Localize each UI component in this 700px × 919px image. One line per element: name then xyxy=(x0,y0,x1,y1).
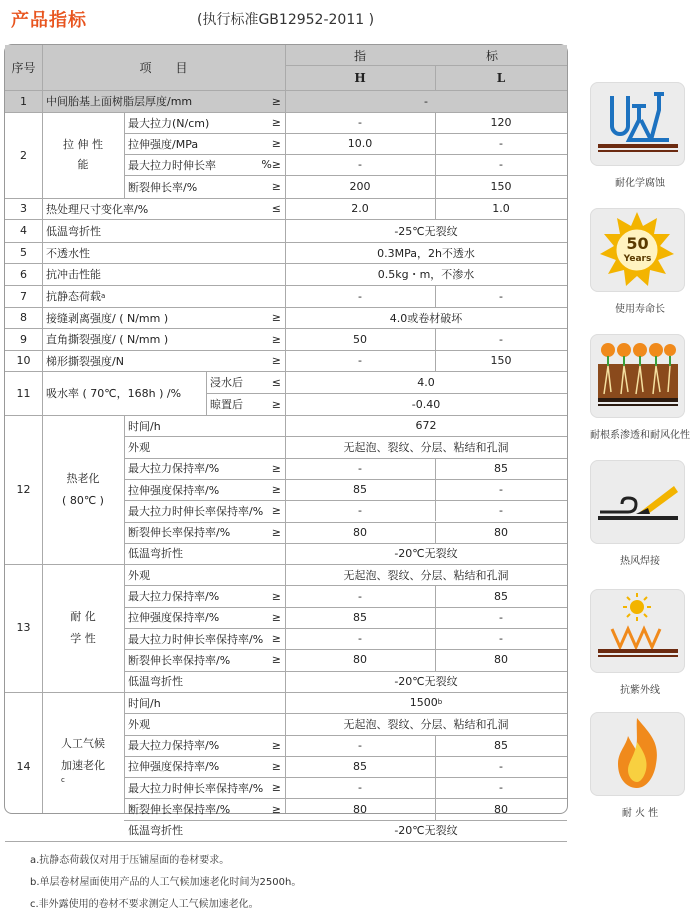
footnote-mark: a xyxy=(101,291,106,300)
row-op: ≥ xyxy=(271,180,281,193)
value-h: 85 xyxy=(353,610,367,624)
row-item: 低温弯折性 xyxy=(128,547,183,561)
value-l: 80 xyxy=(494,653,508,667)
value-l: 120 xyxy=(490,116,512,129)
row-item: 最大拉力时伸长率 xyxy=(128,158,216,172)
row-item: 最大拉力保持率/% xyxy=(128,590,220,604)
column-divider xyxy=(124,415,125,813)
row-seq: 5 xyxy=(20,246,27,259)
row-op: ≤ xyxy=(271,202,281,215)
row-group xyxy=(42,692,124,841)
row-divider xyxy=(124,175,567,176)
group-label-line2: 学 性 xyxy=(70,631,96,645)
row-divider xyxy=(124,436,567,437)
feature-lifespan xyxy=(590,208,690,315)
feature-welding xyxy=(590,460,690,567)
row-divider xyxy=(5,350,567,351)
row-item: 接缝剥离强度/ ( N/mm ) xyxy=(46,311,169,325)
footnote-mark: b xyxy=(437,698,443,707)
header-seq: 序号 xyxy=(5,45,42,90)
row-item: 梯形撕裂强度/N xyxy=(46,354,124,368)
footnote-mark: c xyxy=(61,776,65,785)
row-item: 不透水性 xyxy=(46,246,90,260)
group-label-line2: 加速老化 xyxy=(61,759,105,773)
merged-value: -20℃无裂纹 xyxy=(394,824,458,838)
row-item: 吸水率 ( 70℃，168h ) /% xyxy=(46,387,182,400)
value-l: 150 xyxy=(490,180,512,193)
value-l: - xyxy=(499,781,503,795)
row-op: ≥ xyxy=(271,759,281,773)
value-h: - xyxy=(358,354,362,367)
row-divider xyxy=(124,154,567,155)
row-divider xyxy=(5,242,567,243)
row-op: ≥ xyxy=(271,354,281,367)
row-op: %≥ xyxy=(261,158,281,171)
row-item: 拉伸强度/MPa xyxy=(128,137,199,151)
flask-icon xyxy=(590,82,685,166)
row-group xyxy=(42,564,124,692)
merged-value: 无起泡、裂纹、分层、粘结和孔洞 xyxy=(343,568,509,582)
row-divider xyxy=(124,522,567,523)
column-divider xyxy=(435,777,436,798)
value-h: - xyxy=(358,632,362,646)
value-l: 85 xyxy=(494,589,508,603)
row-op: ≥ xyxy=(271,525,281,539)
row-divider xyxy=(124,692,567,693)
header-indicator: 指 标 xyxy=(285,45,567,65)
row-seq: 1 xyxy=(20,94,27,108)
value-l: 1.0 xyxy=(492,202,510,215)
merged-value: 1500 xyxy=(409,696,438,710)
row-divider xyxy=(124,820,567,821)
value-l: - xyxy=(499,137,503,150)
value-l: 80 xyxy=(494,802,508,816)
value-l: - xyxy=(499,610,503,624)
value-h: 85 xyxy=(353,759,367,773)
row-item: 低温弯折性 xyxy=(46,224,101,238)
row-divider xyxy=(5,285,567,286)
value-h: 2.0 xyxy=(351,202,369,215)
row-item: 最大拉力时伸长率保持率/% xyxy=(128,504,264,518)
row-value xyxy=(285,415,567,436)
row-seq: 7 xyxy=(20,289,27,303)
row-divider xyxy=(124,649,567,650)
value-l: 80 xyxy=(494,525,508,539)
value-h: - xyxy=(358,116,362,129)
badge-number: 50 xyxy=(626,234,649,253)
row-value xyxy=(285,671,567,692)
row-seq: 10 xyxy=(16,354,31,367)
row-item: 时间/h xyxy=(128,419,161,433)
row-divider xyxy=(5,263,567,264)
header-l: L xyxy=(435,65,567,90)
row-divider xyxy=(5,328,567,329)
row-item: 低温弯折性 xyxy=(128,824,183,838)
value-h: 85 xyxy=(353,483,367,497)
value-h: 80 xyxy=(353,802,367,816)
row-divider xyxy=(206,393,567,394)
row-item: 外观 xyxy=(128,440,150,454)
row-op: ≥ xyxy=(271,738,281,752)
row-seq: 12 xyxy=(16,483,31,497)
value-h: - xyxy=(358,289,362,303)
merged-value: 无起泡、裂纹、分层、粘结和孔洞 xyxy=(343,717,509,731)
flower-roots-icon xyxy=(590,334,685,418)
column-divider xyxy=(435,65,436,90)
column-divider xyxy=(435,479,436,500)
row-item: 外观 xyxy=(128,568,150,582)
feature-chemical xyxy=(590,82,690,189)
value-l: 85 xyxy=(494,461,508,475)
row-item: 最大拉力时伸长率保持率/% xyxy=(128,781,264,795)
column-divider xyxy=(435,798,436,819)
feature-label: 耐根系渗透和耐风化性 xyxy=(590,430,690,441)
row-item: 热处理尺寸变化率/% xyxy=(46,202,149,216)
row-value xyxy=(285,436,567,457)
row-item: 断裂伸长率保持率/% xyxy=(128,526,231,540)
value-l: 85 xyxy=(494,738,508,752)
badge-text: Years xyxy=(623,254,652,264)
footnote-b: b.单层卷材屋面使用产品的人工气候加速老化时间为2500h。 xyxy=(30,877,302,888)
row-value xyxy=(285,820,567,841)
row-value: 0.5kg・m，不渗水 xyxy=(377,268,475,281)
row-op: ≥ xyxy=(271,653,281,667)
row-seq: 2 xyxy=(20,148,27,162)
row-op: ≥ xyxy=(271,589,281,603)
feature-label: 使用寿命长 xyxy=(615,304,665,315)
row-op: ≥ xyxy=(271,94,281,108)
feature-fire xyxy=(590,712,690,819)
row-item: 断裂伸长率保持率/% xyxy=(128,803,231,817)
column-divider xyxy=(435,328,436,371)
value-h: - xyxy=(358,781,362,795)
value-l: - xyxy=(499,289,503,303)
row-item: 晾置后 xyxy=(210,398,243,411)
row-divider xyxy=(5,112,567,113)
value-h: 80 xyxy=(353,653,367,667)
row-item: 拉伸强度保持率/% xyxy=(128,611,220,625)
row-value xyxy=(285,564,567,585)
row-seq: 13 xyxy=(16,621,31,635)
row-op: ≥ xyxy=(271,504,281,518)
row-value: -25℃无裂纹 xyxy=(394,224,458,238)
column-divider xyxy=(435,500,436,521)
row-seq: 14 xyxy=(16,759,31,773)
row-seq: 3 xyxy=(20,202,27,215)
value-l: - xyxy=(499,158,503,171)
row-divider xyxy=(5,371,567,372)
group-label-wrap xyxy=(70,628,96,650)
row-op: ≤ xyxy=(271,375,281,389)
sun-uv-icon xyxy=(590,589,685,673)
feature-uv xyxy=(590,589,690,696)
row-divider xyxy=(124,543,567,544)
row-divider xyxy=(124,777,567,778)
value-l: 150 xyxy=(490,354,512,367)
column-divider xyxy=(435,198,436,219)
row-item: 外观 xyxy=(128,717,150,731)
value-h: - xyxy=(358,589,362,603)
value-h: 50 xyxy=(353,332,367,346)
row-value xyxy=(285,543,567,564)
row-divider xyxy=(5,415,567,416)
row-value: -0.40 xyxy=(411,397,441,411)
row-item: 最大拉力保持率/% xyxy=(128,462,220,476)
row-divider xyxy=(5,307,567,308)
group-label-line1: 热老化 xyxy=(66,471,100,485)
row-item: 直角撕裂强度/ ( N/mm ) xyxy=(46,333,169,346)
row-divider xyxy=(124,133,567,134)
column-divider xyxy=(435,756,436,777)
column-divider xyxy=(435,458,436,479)
row-divider xyxy=(124,607,567,608)
row-divider xyxy=(5,90,567,91)
value-h: 80 xyxy=(353,525,367,539)
row-op: ≥ xyxy=(271,461,281,475)
value-l: - xyxy=(499,504,503,518)
row-seq: 6 xyxy=(20,267,27,281)
value-h: 200 xyxy=(349,180,371,193)
row-item: 浸水后 xyxy=(210,376,243,389)
row-op: ≥ xyxy=(271,137,281,150)
footnote-a: a.抗静态荷载仅对用于压铺屋面的卷材要求。 xyxy=(30,855,230,866)
hot-air-welding-icon xyxy=(590,460,685,544)
column-divider xyxy=(124,112,125,198)
row-item: 断裂伸长率保持率/% xyxy=(128,653,231,667)
column-divider xyxy=(435,285,436,307)
row-op: ≥ xyxy=(271,802,281,816)
feature-label: 耐 火 性 xyxy=(621,808,659,819)
column-divider xyxy=(206,371,207,415)
column-divider xyxy=(435,607,436,628)
row-divider xyxy=(285,65,567,66)
merged-value: -20℃无裂纹 xyxy=(394,675,458,689)
column-divider xyxy=(435,735,436,756)
row-value: 0.3MPa，2h不透水 xyxy=(377,246,475,260)
row-item: 最大拉力(N/cm) xyxy=(128,116,210,130)
merged-value: 无起泡、裂纹、分层、粘结和孔洞 xyxy=(343,440,509,454)
feature-root xyxy=(590,334,690,441)
column-divider xyxy=(435,628,436,649)
spec-table xyxy=(4,44,568,838)
row-op: ≥ xyxy=(271,483,281,497)
group-label-line1: 人工气候 xyxy=(61,737,105,751)
group-label-line1: 耐 化 xyxy=(70,609,96,623)
value-h: - xyxy=(358,738,362,752)
row-value: 4.0 xyxy=(417,375,435,389)
row-item: 中间胎基上面树脂层厚度/mm xyxy=(46,95,193,108)
row-divider xyxy=(124,756,567,757)
row-seq: 4 xyxy=(20,224,27,237)
row-divider xyxy=(124,458,567,459)
row-op: ≥ xyxy=(271,311,281,324)
row-item: 拉伸强度保持率/% xyxy=(128,760,220,774)
row-item: 最大拉力时伸长率保持率/% xyxy=(128,632,264,646)
value-h: - xyxy=(358,504,362,518)
row-value xyxy=(285,713,567,734)
row-op: ≥ xyxy=(271,332,281,346)
header-h: H xyxy=(285,65,435,90)
row-divider xyxy=(124,735,567,736)
row-divider xyxy=(124,798,567,799)
merged-value: 672 xyxy=(415,419,437,433)
row-item: 断裂伸长率/% xyxy=(128,180,198,194)
row-seq: 9 xyxy=(20,332,27,346)
row-group xyxy=(42,415,124,564)
row-item: 拉伸强度保持率/% xyxy=(128,483,220,497)
row-divider xyxy=(124,628,567,629)
feature-label: 耐化学腐蚀 xyxy=(615,178,665,189)
feature-label: 热风焊接 xyxy=(620,556,660,567)
feature-label: 抗紫外线 xyxy=(620,685,660,696)
merged-value: -20℃无裂纹 xyxy=(394,547,458,561)
row-divider xyxy=(124,671,567,672)
group-label-line2: ( 80℃ ) xyxy=(62,493,104,507)
page-title: 产品指标 xyxy=(11,10,87,31)
row-op: ≥ xyxy=(271,610,281,624)
row-group: 拉 伸 性 能 xyxy=(63,138,103,171)
value-l: - xyxy=(499,759,503,773)
row-item: 抗静态荷载 a xyxy=(46,290,106,303)
standard-label: (执行标准GB12952-2011 ) xyxy=(197,12,375,28)
row-divider xyxy=(124,500,567,501)
row-item: 低温弯折性 xyxy=(128,675,183,689)
row-divider xyxy=(124,564,567,565)
row-value: 4.0或卷材破坏 xyxy=(389,311,463,325)
row-op: ≥ xyxy=(271,397,281,411)
column-divider xyxy=(435,649,436,670)
value-l: - xyxy=(499,632,503,646)
row-item: 时间/h xyxy=(128,696,161,710)
value-l: - xyxy=(499,332,503,346)
50-years-badge-icon xyxy=(590,208,685,292)
value-h: - xyxy=(358,461,362,475)
flame-icon xyxy=(590,712,685,796)
row-op: ≥ xyxy=(271,632,281,646)
column-divider xyxy=(285,45,286,813)
row-divider xyxy=(124,479,567,480)
column-divider xyxy=(435,522,436,543)
row-value: - xyxy=(424,94,428,108)
row-seq: 8 xyxy=(20,311,27,324)
value-h: - xyxy=(358,158,362,171)
row-op: ≥ xyxy=(271,116,281,129)
group-label-wrap xyxy=(61,755,105,799)
row-divider xyxy=(5,219,567,220)
column-divider xyxy=(435,585,436,606)
row-item: 抗冲击性能 xyxy=(46,268,101,281)
value-h: 10.0 xyxy=(347,137,373,150)
footnote-c: c.非外露使用的卷材不要求测定人工气候加速老化。 xyxy=(30,899,259,910)
row-divider xyxy=(124,713,567,714)
row-item: 最大拉力保持率/% xyxy=(128,739,220,753)
row-divider xyxy=(124,585,567,586)
row-op: ≥ xyxy=(271,781,281,795)
row-divider xyxy=(5,841,567,842)
header-item: 项 目 xyxy=(42,45,285,90)
value-l: - xyxy=(499,483,503,497)
row-divider xyxy=(5,198,567,199)
column-divider xyxy=(42,45,43,813)
row-value xyxy=(285,692,567,713)
column-divider xyxy=(435,112,436,198)
group-label-wrap xyxy=(62,490,104,512)
row-seq: 11 xyxy=(16,386,31,400)
